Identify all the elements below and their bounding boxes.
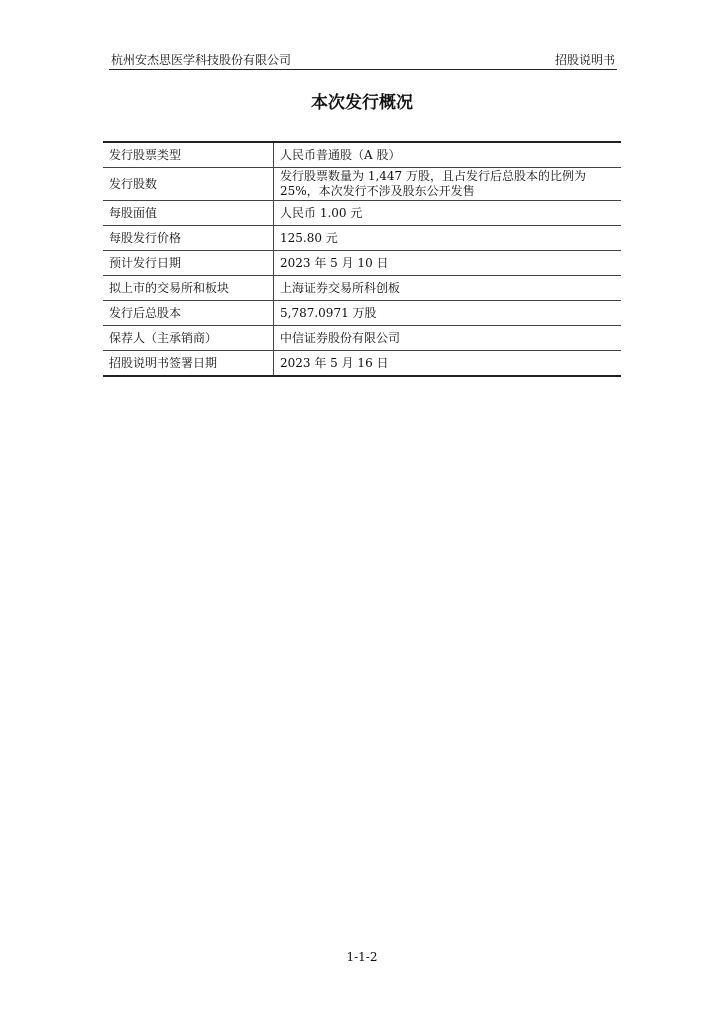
page-header bbox=[109, 51, 617, 70]
table-row bbox=[103, 301, 621, 326]
row-value: 5,787.0971 万股 bbox=[274, 301, 622, 326]
header-document-type: 招股说明书 bbox=[554, 53, 615, 67]
row-label: 预计发行日期 bbox=[103, 251, 274, 276]
row-value: 上海证券交易所科创板 bbox=[274, 276, 622, 301]
row-value: 2023 年 5 月 10 日 bbox=[274, 251, 622, 276]
table-row bbox=[103, 251, 621, 276]
row-label: 发行股票类型 bbox=[103, 142, 274, 168]
row-value: 发行股票数量为 1,447 万股，且占发行后总股本的比例为 25%，本次发行不涉及股东公开发售 bbox=[274, 168, 622, 201]
page-title: 本次发行概况 bbox=[311, 93, 413, 113]
row-label: 发行股数 bbox=[103, 168, 274, 201]
row-label: 拟上市的交易所和板块 bbox=[103, 276, 274, 301]
table-row bbox=[103, 326, 621, 351]
table-row bbox=[103, 168, 621, 201]
row-label: 招股说明书签署日期 bbox=[103, 351, 274, 377]
header-company-name: 杭州安杰思医学科技股份有限公司 bbox=[111, 53, 292, 67]
table-row bbox=[103, 201, 621, 226]
row-label: 发行后总股本 bbox=[103, 301, 274, 326]
row-value: 人民币 1.00 元 bbox=[274, 201, 622, 226]
row-label: 每股发行价格 bbox=[103, 226, 274, 251]
offering-summary-table bbox=[103, 141, 621, 377]
row-value: 125.80 元 bbox=[274, 226, 622, 251]
table-row bbox=[103, 226, 621, 251]
row-value: 2023 年 5 月 16 日 bbox=[274, 351, 622, 377]
row-value: 中信证券股份有限公司 bbox=[274, 326, 622, 351]
table-row bbox=[103, 351, 621, 377]
page-number: 1-1-2 bbox=[346, 950, 378, 964]
row-value: 人民币普通股（A 股） bbox=[274, 142, 622, 168]
row-label: 每股面值 bbox=[103, 201, 274, 226]
table-row bbox=[103, 142, 621, 168]
table-row bbox=[103, 276, 621, 301]
row-label: 保荐人（主承销商） bbox=[103, 326, 274, 351]
